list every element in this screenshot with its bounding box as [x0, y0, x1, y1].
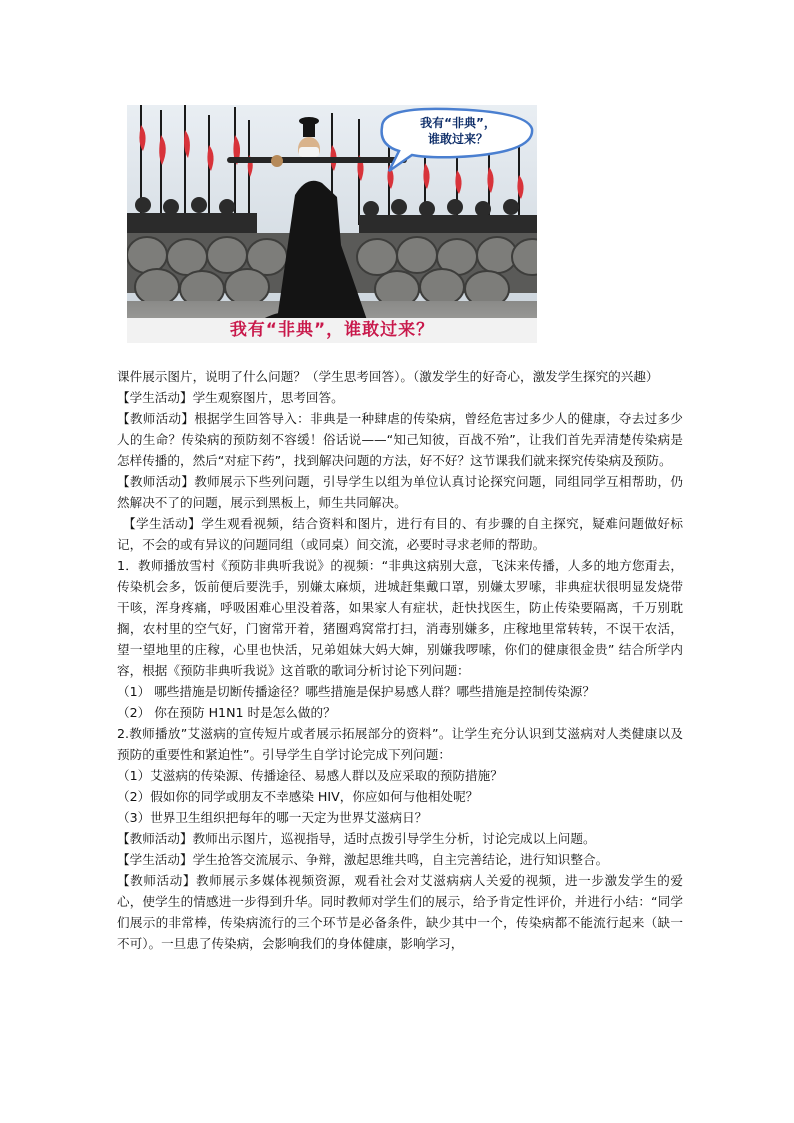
paragraph-question-2-3: （3）世界卫生组织把每年的哪一天定为世界艾滋病日？ — [117, 810, 428, 825]
paragraph-student-activity-1: 【学生活动】学生观察图片，思考回答。 — [117, 390, 344, 405]
image-caption-text: 我有“非典”，谁敢过来？ — [229, 320, 435, 340]
paragraph-teacher-activity-4: 【教师活动】教师展示多媒体视频资源，观看社会对艾滋病病人关爱的视频，进一步激发学生的爱心，使学生的情感进一步得到升华。同时教师对学生们的展示，给予肯定性评价，并进行小结：“同学们展示的非常棒，传染病流行的三个环节是必备条件，缺少其中一个，传染病都不能流行起来（缺一不可）。一旦患了传染病，会影响我们的身体健康，影响学习， — [117, 873, 683, 951]
bubble-line-1: 我有“非典”， — [420, 116, 496, 130]
paragraph-question-1-1: （1） 哪些措施是切断传播途径？哪些措施是保护易感人群？哪些措施是控制传染源？ — [117, 684, 595, 699]
paragraph-teacher-activity-1: 【教师活动】根据学生回答导入：非典是一种肆虐的传染病，曾经危害过多少人的健康，夺去过多少人的生命？传染病的预防刻不容缓！俗话说——“知己知彼，百战不殆”，让我们首先弄清楚传染病是怎样传播的，然后“对症下药”，找到解决问题的方法，好不好？这节课我们就来探究传染病及预防。 — [117, 411, 683, 468]
paragraph-question-1-2: （2） 你在预防 H1N1 时是怎么做的？ — [117, 705, 336, 720]
paragraph-item-2: 2.教师播放”艾滋病的宣传短片或者展示拓展部分的资料”。让学生充分认识到艾滋病对人类健康以及预防的重要性和紧迫性”。引导学生自学讨论完成下列问题： — [117, 726, 683, 762]
paragraph-teacher-activity-2: 【教师活动】教师展示下些列问题，引导学生以组为单位认真讨论探究问题，同组同学互相帮助，仍然解决不了的问题，展示到黑板上，师生共同解决。 — [117, 474, 683, 510]
document-body — [117, 366, 683, 954]
paragraph-student-activity-2: 【学生活动】学生观看视频，结合资料和图片，进行有目的、有步骤的自主探究，疑难问题做好标记，不会的或有异议的问题同组（或同桌）间交流，必要时寻求老师的帮助。 — [117, 516, 683, 552]
paragraph-question-2-2: （2）假如你的同学或朋友不幸感染 HIV，你应如何与他相处呢？ — [117, 789, 479, 804]
paragraph-item-1: 1．教师播放雪村《预防非典听我说》的视频：“非典这病别大意，飞沫来传播，人多的地方您甭去，传染机会多，饭前便后要洗手，别嫌太麻烦，进城赶集戴口罩，别嫌太罗嗦，非典症状很明显发烧带干咳，浑身疼痛，呼吸困难心里没着落，如果家人有症状，赶快找医生，防止传染要隔离，千万别耽搁，农村里的空气好，门窗常开着，猪圈鸡窝常打扫，消毒别嫌多，庄稼地里常转转，不误干农活，望一望地里的庄稼，心里也快活，兄弟姐妹大妈大婶，别嫌我啰嗦，你们的健康很金贵” 结合所学内容，根据《预防非典听我说》这首歌的歌词分析讨论下列问题： — [117, 558, 683, 678]
image-caption — [127, 318, 537, 343]
paragraph-question-2-1: （1）艾滋病的传染源、传播途径、易感人群以及应采取的预防措施？ — [117, 768, 503, 783]
paragraph-teacher-activity-3: 【教师活动】教师出示图片，巡视指导，适时点拨引导学生分析，讨论完成以上问题。 — [117, 831, 596, 846]
paragraph-student-activity-3: 【学生活动】学生抢答交流展示、争辩，激起思维共鸣，自主完善结论，进行知识整合。 — [117, 852, 609, 867]
illustration-image — [127, 105, 537, 343]
paragraph-intro: 课件展示图片，说明了什么问题？（学生思考回答）。（激发学生的好奇心，激发学生探究的兴趣） — [117, 369, 659, 384]
bubble-line-2: 谁敢过来？ — [427, 132, 488, 146]
